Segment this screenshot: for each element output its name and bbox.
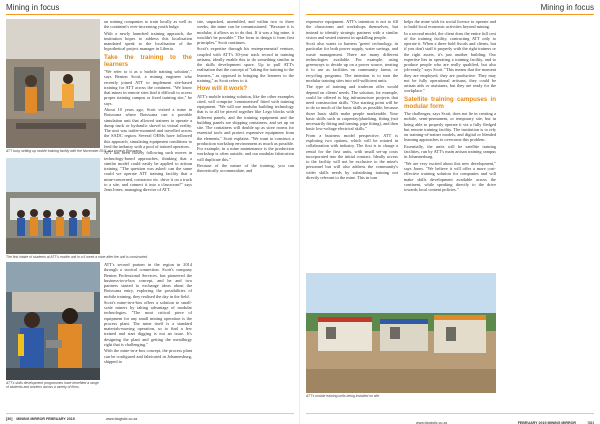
website-url: www.blogistic.co.za (106, 417, 138, 421)
left-column-2 (197, 19, 294, 175)
paragraph: expensive equipment. ATT's intention is not to fill the classrooms and workshops themselves, but instead to identify strategic partners with a similar vision and vested interest in upskilling people. (306, 19, 398, 40)
photo-mobile-units-installed (306, 273, 496, 393)
paragraph: With the mine-in-a-box concept, the process plant can be configured and fabricated in Johannesburg, shipped to (104, 348, 192, 364)
section-title: Mining in focus (540, 3, 594, 12)
paragraph: Scott also wants to harness 'green' technology, in particular for both power supply, water savings, and waste management. There are many different technologies available. For example, using greenways to decide up on a power source, treating it to use as facilities on community farms, or recycling programs. The intention is to turn the modular training sites into self-sufficient units. (306, 41, 398, 83)
paragraph: Because of the nature of the training, you can theoretically accommodate, and (197, 163, 294, 174)
paragraph: "We refer to it as a 'mobile training solution'," says Benton Scott, a mining engineer who recently joined ATT to implement site-based training for ATT across the continent. "We know that mines in remote sites find it difficult to access proper training campus or fixed training site," he says. (104, 69, 192, 106)
paragraph: on mining companies to train locally as well as the continent's ever-increasing youth bulge. (104, 19, 192, 30)
paragraph: The challenges, says Scott, does not lie in creating a mobile, semi-permanent, or temporary site, but in being able to properly operate it via a fully fledged but remote training facility. The institution is to rely on training-of-trainer models, and digital or blended learning approaches to overcome this problem. (404, 111, 496, 143)
subheading-how-will-it-work: How will it work? (197, 85, 248, 93)
footer-left (6, 417, 294, 421)
footer-rule (306, 413, 594, 414)
left-column-1-top (104, 19, 192, 194)
magazine-issue: FEBRUARY 2019 MINING MIRROR (517, 421, 576, 424)
paragraph: Scott's mine-in-a-box offers a solution to small-scale miners by taking advantage of modular technologies. "The most critical piece of equipment for any small mining operation is the process plant. The mine itself is a standard materials-moving operation, so to find a few trained and start digging is not an issue. It's designing the plant and getting the metallurgy right that is challenging." (104, 299, 192, 347)
left-column-1-lower (104, 262, 192, 365)
paragraph: ATT's mobile training solution, like the other examples cited, will comprise 'containerised' fitted with training equipment. "We will use modular building technology that is to all be pieced together like Lego blocks with different panels, and the training equipment and the building panels are shipping containers, and set up on site. The containers will double up as store rooms for essential tools and protect expensive equipment from the elements," Scott explains. "We want to construct a production workshop environment as much as possible. For example, in a mine maintenance is the production workshop is often outside, and our modular fabrication will duplicate this." (197, 93, 294, 162)
right-page (300, 0, 600, 424)
footer-rule (6, 413, 294, 414)
paragraph: From a business model perspective, ATT is exploring two options, which will be rotated in collaboration with industry. The first is to charge a rental for the first units, with small set-up costs incorporated into the initial contract. Ideally access to the facility will not be exclusive to the mine's personnel but will also address the community's wider skills needs by subsidising training not directly relevant to the mine. This in turn (306, 132, 398, 180)
magazine-issue: MINING MIRROR FEBRUARY 2019 (16, 417, 75, 421)
paragraph: With a newly launched training approach, the institution hopes to address this localisation mandated speak to the localisation of the hypothetical project manager in Liberia. (104, 30, 192, 52)
paragraph: Scott's expertise through his entrepreneurial venture, coupled with ATT's 30-year track record in training artisans, ideally enable this to do something similar in the skills development space. Up to pull ATT's realisation that the concept of "taking the training to the learners," as opposed to bringing the learners to the training," as Scott refers to it. (197, 46, 294, 83)
right-column-1 (306, 19, 398, 181)
photo-mobile-unit-setup (6, 19, 100, 148)
photo-skills-development (6, 262, 100, 380)
section-title: Mining in focus (6, 3, 60, 12)
page-number: [30] (6, 417, 13, 421)
paragraph: ATT's second partner in the region in 2014 through a tactical connection. Scott's company Benton Professional Services, has pioneered the business-in-a-box concept, and he and two partners started to exchange ideas about the Botswana entry, exploring the possibilities of mobile training, they realised the day in the field. (104, 262, 192, 299)
caption-mid-photo: The first intake of students at ATT's mobile unit in a 6 week a mine after the unit is constructed. (6, 255, 148, 259)
header-rule (306, 14, 594, 15)
subheading-satellite-campuses: Satellite training campuses in modular form (404, 95, 496, 110)
photo-first-intake-students (6, 158, 100, 254)
paragraph: ATT has been closely following such moves in technology-based approaches, thinking that a similar model could easily be applied to artisan training. "The question was asked: can the same could we operate ATT training facility that a mine-concerned, contractor etc. drive it on a truck to a site, and connect it into a classroom?" says Jean Jones, managing director of ATT. (104, 150, 192, 193)
subheading-take-training: Take the training to the learners (104, 53, 192, 68)
paragraph: Essentially, the units will be satellite training facilities, run by ATT's main artisan training campus in Johannesburg. (404, 143, 496, 160)
paragraph: In a second model, the client does the entire full cost of the training facility, contracting ATT only to operate it. When a three hold fiscals and clients, but if you don't staff it properly with the right trainers or the right assets, it's just another building. Our expertise lies in operating a training facility, and to produce people who are really qualified, but also job-ready," says Scott. "This means that the moment they are employed, they are productive. They may not be fully operational artisans, they could be artisan aids or assistants, but they are ready for the workplace." (404, 30, 496, 94)
paragraph: site, unpacked, assembled, and within two to three weeks, the mine can be commissioned. "Because it is modular, it allows us to do that. If it was a big mine, it wouldn't be possible." The form to design it from first principles," Scott continues. (197, 19, 294, 45)
caption-top-photo: ATT busy setting up mobile training facility with the November 2011 at a mine in Botswana. (6, 149, 142, 153)
caption-bottom-photo: ATT's skills development programmes have benefited a range of students and workers across a variety of firms. (6, 381, 99, 390)
website-url: www.blogistic.co.za (416, 421, 448, 424)
header-rule (6, 14, 294, 15)
paragraph: "We are very excited about this new development," says Jones. "We believe it will offer a more cost-effective training solution for companies and will make skills development available across the continent, while speaking directly to the drive towards local content policies." (404, 160, 496, 193)
right-column-2 (404, 19, 496, 194)
paragraph: The type of training and tradecan offer would depend on clients' needs. The solution, for example, could be offered to big infrastructure projects that need construction skills. "Our starting point will be to do so much of the basic skills as possible, because those basic skills make people marketable. Your basic skills such as carpentry/plumbing, fitting (not necessarily fitting and turning, pipe fitting), and then basic low-voltage electrical skills." (306, 84, 398, 132)
page-number: [31] (587, 421, 594, 424)
paragraph: About 10 years ago, Scott visited a mine in Botswana where Botswana can a portable simulation unit that allowed trainees to operate a dump truck or hydraulic shovel in virtual reality. The unit was trailer-mounted and travelled across the SADC region. Several OEMs have followed this approach, simulating equipment conditions to feed the industry with a pool of trained operators. (104, 107, 192, 149)
caption-installed-units: ATT's mobile training units being installed on site. (306, 394, 381, 398)
paragraph: helps the mine with its social licence to operate and to build local economic activities beyond mining. (404, 19, 496, 30)
